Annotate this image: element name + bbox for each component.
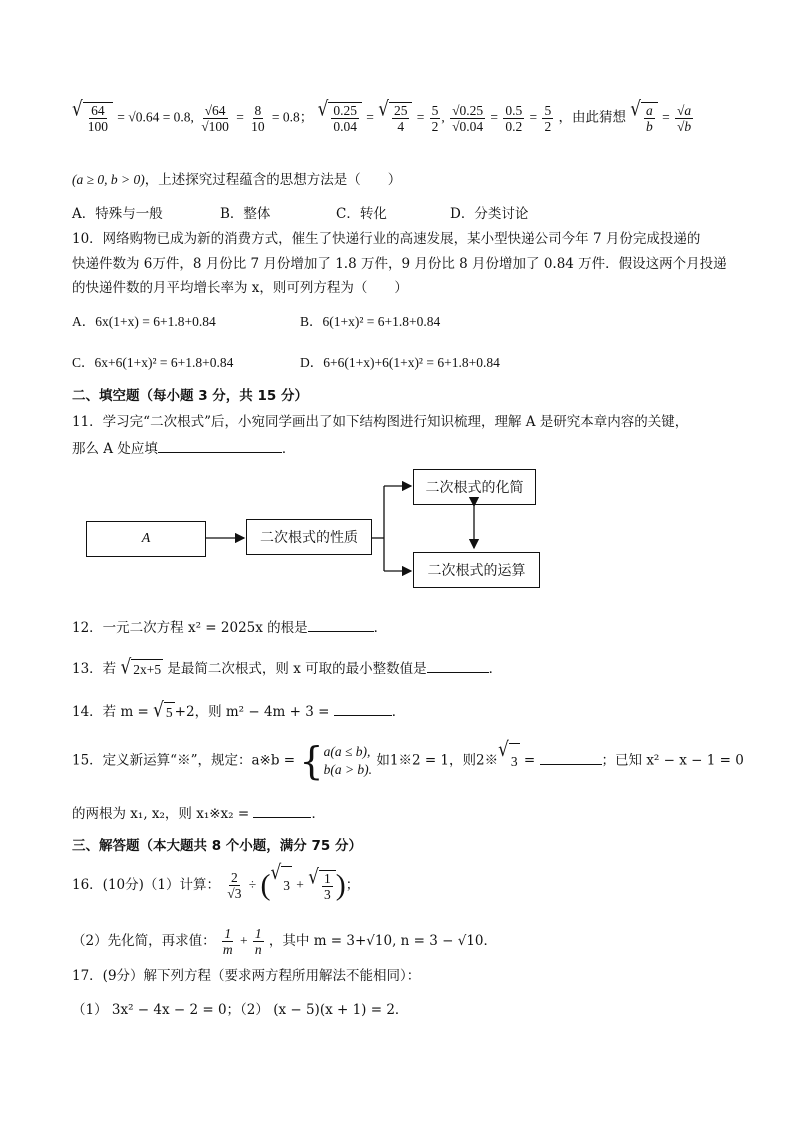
q15-answer-blank-1[interactable]: [540, 750, 602, 765]
frac-denominator: m: [222, 942, 233, 957]
frac-denominator: 2: [431, 118, 439, 134]
q15-example: 如1※2 = 1，则2※: [376, 752, 499, 769]
q13-answer-blank[interactable]: [427, 658, 489, 673]
sqrt-fraction: √ $\frac{0.25}{0.04}$: [318, 102, 362, 134]
sqrt-3: √ 3: [498, 743, 520, 780]
q13-text: 是最简二次根式，则 x 可取的最小整数值是: [167, 661, 427, 677]
q9-option-c[interactable]: C．转化: [336, 206, 387, 222]
q15-answer-blank-2[interactable]: [253, 803, 311, 818]
frac-numerator: 1: [224, 926, 232, 941]
plus: +: [239, 933, 248, 948]
frac-numerator: 64: [91, 103, 105, 118]
diagram-box-simplification: 二次根式的化简: [413, 469, 536, 505]
sqrt-64-over-100: √ $\frac{64}{100}$: [72, 102, 113, 134]
q11-line-1: 11．学习完“二次根式”后，小宛同学画出了如下结构图进行知识梳理，理解 A 是研究本章内容的关键，: [72, 414, 689, 430]
frac-numerator: 1: [254, 926, 262, 941]
equals: =: [490, 109, 499, 125]
frac-numerator: 5: [544, 102, 552, 118]
q15-line-1: [72, 736, 744, 783]
radicand: 3: [509, 743, 520, 780]
frac-denominator: 3: [323, 886, 331, 902]
q17-line-2: （1） 3x² − 4x − 2 = 0；（2） (x − 5)(x + 1) = 2．: [72, 1002, 409, 1018]
period: ．: [373, 620, 388, 636]
q9-expr-text: = √0.64 = 0.8,: [117, 109, 194, 125]
period: ．: [281, 441, 296, 457]
q9-expr-text: = 0.8；: [271, 109, 314, 125]
semicolon: ；: [345, 877, 360, 893]
q10-line-3: 的快递件数的月平均增长率为 x，则可列方程为（ ）: [72, 280, 408, 296]
frac-numerator: 0.5: [505, 102, 523, 118]
q9-option-b[interactable]: B．整体: [220, 206, 271, 222]
q9-option-d[interactable]: D．分类讨论: [450, 206, 529, 222]
plus: +: [296, 877, 304, 892]
fraction: [253, 926, 264, 957]
frac-denominator: 10: [251, 118, 265, 134]
sqrt-fraction: √ $\frac{25}{4}$: [378, 102, 412, 134]
equals: =: [366, 109, 374, 125]
period: ．: [488, 661, 503, 677]
equals: =: [662, 109, 670, 125]
q9-question: ，上述探究过程蕴含的思想方法是（ ）: [144, 172, 402, 188]
q10-line-2: 快递件数为 6万件，8 月份比 7 月份增加了 1.8 万件，9 月份比 8 月份增加了 0.84 万件．假设这两个月投递: [72, 256, 727, 272]
q10-option-b[interactable]: B．6(1+x)² = 6+1.8+0.84: [300, 314, 441, 329]
q15-text: ；已知 x² − x − 1 = 0: [601, 752, 744, 769]
frac-numerator: 8: [254, 102, 262, 118]
frac-numerator: a: [646, 103, 653, 118]
q16-part-1: 16．(10分)（1）计算： $\frac{2}{√3}$ ÷ ( √ 3 + √ $\frac{1}{3}$ )；: [72, 866, 359, 905]
diagram-box-a: A: [86, 521, 206, 557]
fraction: [221, 926, 235, 957]
frac-numerator: 1: [323, 870, 331, 886]
frac-denominator: 0.04: [333, 119, 357, 134]
frac-numerator: 2: [230, 870, 238, 885]
fraction: [225, 870, 243, 901]
q14-line: [72, 697, 406, 723]
piecewise-definition: { a(a ≤ b), b(a > b).: [299, 739, 373, 783]
q14-answer-blank[interactable]: [334, 701, 392, 716]
period: ．: [311, 806, 325, 822]
equals: =: [529, 109, 538, 125]
frac-numerator: 25: [393, 103, 408, 118]
frac-numerator: √0.25: [452, 102, 484, 118]
q12-line: [72, 617, 387, 638]
q9-condition: (a ≥ 0, b > 0): [72, 172, 145, 187]
q15-line-2-text: 的两根为 x₁, x₂，则 x₁※x₂ =: [72, 806, 250, 822]
q16-part-1-text: 16．(10分)（1）计算：: [72, 877, 220, 893]
q16-part-2: [72, 925, 497, 957]
frac-denominator: √b: [677, 118, 692, 134]
q16-part-2-condition: ，其中 m = 3+√10, n = 3 − √10．: [268, 933, 498, 949]
frac-denominator: √100: [201, 118, 229, 134]
q13-line: [72, 654, 503, 680]
sqrt-a-over-b: √ $\frac{a}{b}$: [630, 102, 658, 134]
frac-denominator: √3: [227, 886, 242, 901]
frac-numerator: √64: [204, 102, 226, 118]
period: ．: [391, 704, 406, 720]
q10-line-1: 10．网络购物已成为新的消费方式，催生了快递行业的高速发展，某小型快递公司今年 7 月份完成投递的: [72, 231, 701, 247]
q9-option-a[interactable]: A．特殊与一般: [72, 206, 163, 222]
q12-answer-blank[interactable]: [308, 617, 374, 632]
q15-line-2: [72, 803, 325, 824]
radicand: 5: [164, 702, 175, 723]
equals: =: [416, 109, 425, 125]
section-2-title: 二、填空题（每小题 3 分，共 15 分）: [72, 388, 308, 404]
frac-numerator: √a: [677, 102, 692, 118]
case-1: a(a ≤ b),: [323, 744, 371, 759]
frac-denominator: 4: [397, 119, 405, 134]
q17-line-1: 17．(9分）解下列方程（要求两方程所用解法不能相同）：: [72, 968, 421, 984]
q13-prefix: 13．若: [72, 661, 117, 677]
frac-denominator: 100: [87, 119, 108, 134]
diagram-box-properties: 二次根式的性质: [246, 519, 372, 555]
frac-numerator: 5: [431, 102, 439, 118]
radicand: 2x+5: [131, 659, 163, 680]
frac-denominator: 2: [544, 118, 552, 134]
radicand: 3: [281, 866, 292, 905]
equals: =: [523, 752, 536, 769]
frac-denominator: 0.2: [505, 118, 523, 134]
q10-option-d[interactable]: D．6+6(1+x)+6(1+x)² = 6+1.8+0.84: [300, 355, 500, 370]
q10-option-c[interactable]: C．6x+6(1+x)² = 6+1.8+0.84: [72, 355, 234, 370]
sqrt-5: √ 5: [153, 697, 173, 722]
case-2: b(a > b).: [323, 762, 373, 777]
frac-numerator: 0.25: [333, 103, 357, 118]
section-3-title: 三、解答题（本大题共 8 个小题，满分 75 分）: [72, 838, 362, 854]
diagram-box-operations: 二次根式的运算: [413, 552, 540, 588]
frac-denominator: b: [646, 119, 653, 134]
comma: ,: [441, 109, 445, 125]
divide: ÷: [248, 877, 257, 892]
q10-option-a[interactable]: A．6x(1+x) = 6+1.8+0.84: [72, 314, 216, 329]
q9-guess-text: ，由此猜想: [558, 109, 626, 126]
q14-prefix: 14．若 m =: [72, 704, 149, 720]
sqrt-one-third: √ $\frac{1}{3}$: [308, 870, 336, 902]
equals: =: [236, 109, 244, 125]
sqrt-3: √ 3: [270, 866, 292, 905]
frac-denominator: √0.04: [452, 118, 484, 134]
q14-text: +2，则 m² − 4m + 3 =: [174, 704, 330, 720]
sqrt-2x-plus-5: √ 2x+5: [120, 654, 162, 679]
q12-text: 12．一元二次方程 x² = 2025x 的根是: [72, 620, 308, 636]
q15-prefix: 15．定义新运算“※”，规定：a※b =: [72, 752, 296, 769]
frac-denominator: n: [254, 942, 262, 957]
q11-line-2-text: 那么 A 处应填: [72, 441, 158, 457]
q16-part-2-text: （2）先化简，再求值：: [72, 933, 216, 949]
